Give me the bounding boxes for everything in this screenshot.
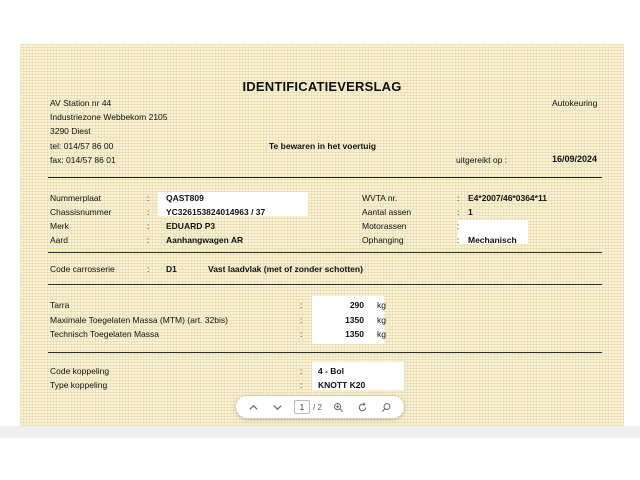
station-tel: tel: 014/57 86 00: [50, 141, 114, 151]
kind-label: Aard: [50, 235, 68, 245]
ttm-value: 1350: [345, 329, 364, 339]
separator: :: [300, 329, 303, 339]
separator: :: [300, 315, 303, 325]
wvta-label: WVTA nr.: [362, 193, 398, 203]
issued-date: 16/09/2024: [552, 154, 598, 164]
separator: :: [457, 193, 460, 203]
separator: :: [300, 366, 303, 376]
coupling-type-value: KNOTT K20: [318, 380, 366, 390]
kind-value: Aanhangwagen AR: [166, 235, 244, 245]
separator: :: [457, 235, 460, 245]
station-line-1: AV Station nr 44: [50, 98, 112, 108]
issued-label: uitgereikt op :: [456, 155, 508, 165]
separator: :: [300, 380, 303, 390]
separator: :: [147, 221, 150, 231]
autokeuring-label: Autokeuring: [552, 98, 598, 108]
separator: :: [457, 221, 460, 231]
pdf-toolbar: [236, 396, 404, 418]
ttm-unit: kg: [377, 329, 386, 339]
mtm-value: 1350: [345, 315, 364, 325]
rotate-button[interactable]: [356, 400, 370, 414]
separator: :: [300, 300, 303, 310]
suspension-value: Mechanisch: [468, 235, 517, 245]
brand-value: EDUARD P3: [166, 221, 216, 231]
ttm-label: Technisch Toegelaten Massa: [50, 329, 159, 339]
station-fax: fax: 014/57 86 01: [50, 155, 116, 165]
tare-unit: kg: [377, 300, 386, 310]
body-code-description: Vast laadvlak (met of zonder schotten): [208, 264, 363, 274]
page-number-input[interactable]: [294, 400, 310, 414]
plate-value: QAST809: [166, 193, 204, 203]
previous-page-button[interactable]: [246, 400, 260, 414]
search-icon: [381, 402, 392, 413]
station-line-2: Industriezone Webbekom 2105: [50, 112, 168, 122]
coupling-code-value: 4 - Bol: [318, 366, 344, 376]
divider: [48, 352, 602, 353]
chevron-down-icon: [272, 402, 283, 413]
brand-label: Merk: [50, 221, 69, 231]
divider: [48, 284, 602, 285]
motor-axles-label: Motorassen: [362, 221, 407, 231]
document-page: [20, 44, 624, 426]
zoom-in-icon: [333, 402, 344, 413]
next-page-button[interactable]: [270, 400, 284, 414]
viewer-footer: [0, 426, 640, 438]
tare-label: Tarra: [50, 300, 70, 310]
mtm-unit: kg: [377, 315, 386, 325]
coupling-code-label: Code koppeling: [50, 366, 110, 376]
axles-value: 1: [468, 207, 473, 217]
zoom-in-button[interactable]: [332, 400, 346, 414]
keep-in-vehicle-note: Te bewaren in het voertuig: [269, 141, 377, 151]
page-indicator: [294, 400, 322, 414]
page-total: / 2: [313, 402, 322, 412]
body-code-value: D1: [166, 264, 177, 274]
coupling-type-label: Type koppeling: [50, 380, 108, 390]
separator: :: [147, 207, 150, 217]
station-line-3: 3290 Diest: [50, 126, 91, 136]
search-button[interactable]: [380, 400, 394, 414]
mtm-label: Maximale Toegelaten Massa (MTM) (art. 32bis): [50, 315, 228, 325]
axles-label: Aantal assen: [362, 207, 412, 217]
rotate-icon: [357, 402, 368, 413]
divider: [48, 177, 602, 178]
separator: :: [147, 193, 150, 203]
document-title: IDENTIFICATIEVERSLAG: [242, 79, 402, 94]
separator: :: [147, 264, 150, 274]
tare-value: 290: [349, 300, 364, 310]
separator: :: [147, 235, 150, 245]
suspension-label: Ophanging: [362, 235, 404, 245]
chassis-label: Chassisnummer: [50, 207, 112, 217]
divider: [48, 252, 602, 253]
chassis-value: YC326153824014963 / 37: [166, 207, 266, 217]
wvta-value: E4*2007/46*0364*11: [468, 193, 547, 203]
separator: :: [457, 207, 460, 217]
body-code-label: Code carrosserie: [50, 264, 115, 274]
chevron-up-icon: [248, 402, 259, 413]
plate-label: Nummerplaat: [50, 193, 102, 203]
